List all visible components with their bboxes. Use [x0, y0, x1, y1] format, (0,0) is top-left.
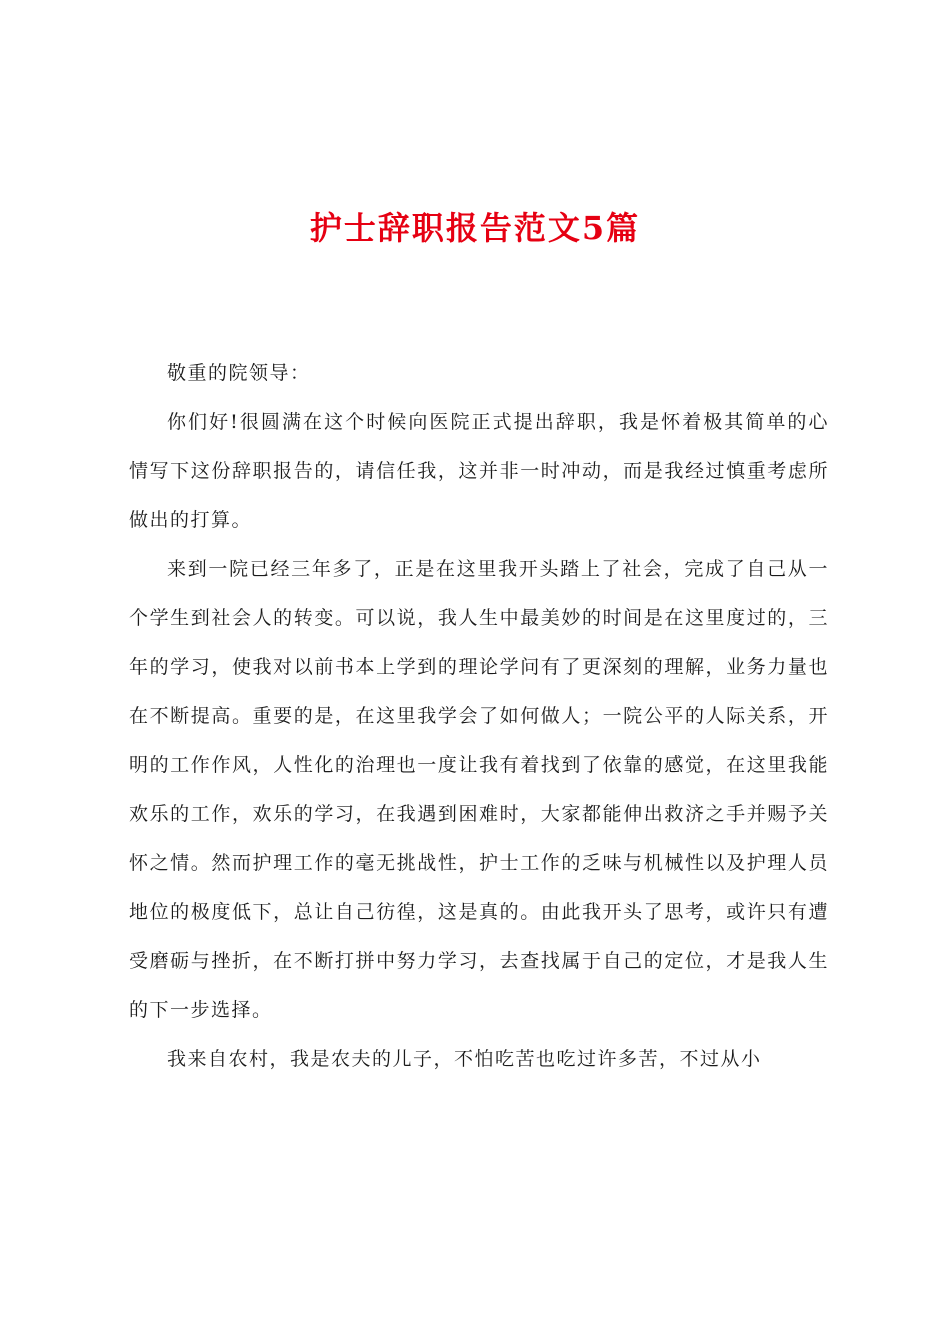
greeting-line: 敬重的院领导： [167, 362, 311, 384]
paragraph-2: 来到一院已经三年多了，正是在这里我开头踏上了社会，完成了自己从一个学生到社会人的转变。可以说，我人生中最美妙的时间是在这里度过的，三年的学习，使我对以前书本上学到的理论学问有了更深刻的理解，业务力量也在不断提高。重要的是，在这里我学会了如何做人；一院公平的人际关系，开明的工作作风，人性化的治理也一度让我有着找到了依靠的感觉，在这里我能欢乐的工作，欢乐的学习，在我遇到困难时，大家都能伸出救济之手并赐予关怀之情。然而护理工作的毫无挑战性，护士工作的乏味与机械性以及护理人员地位的极度低下，总让自己彷徨，这是真的。由此我开头了思考，或许只有遭受磨砺与挫折，在不断打拼中努力学习，去查找属于自己的定位，才是我人生的下一步选择。 [129, 558, 829, 1021]
paragraph-1: 你们好!很圆满在这个时候向医院正式提出辞职，我是怀着极其简单的心情写下这份辞职报告的，请信任我，这并非一时冲动，而是我经过慎重考虑所做出的打算。 [129, 411, 829, 531]
document-body [129, 349, 829, 1084]
paragraph-3: 我来自农村，我是农夫的儿子，不怕吃苦也吃过许多苦，不过从小 [167, 1048, 762, 1070]
document-title: 护士辞职报告范文5篇 [309, 209, 641, 247]
